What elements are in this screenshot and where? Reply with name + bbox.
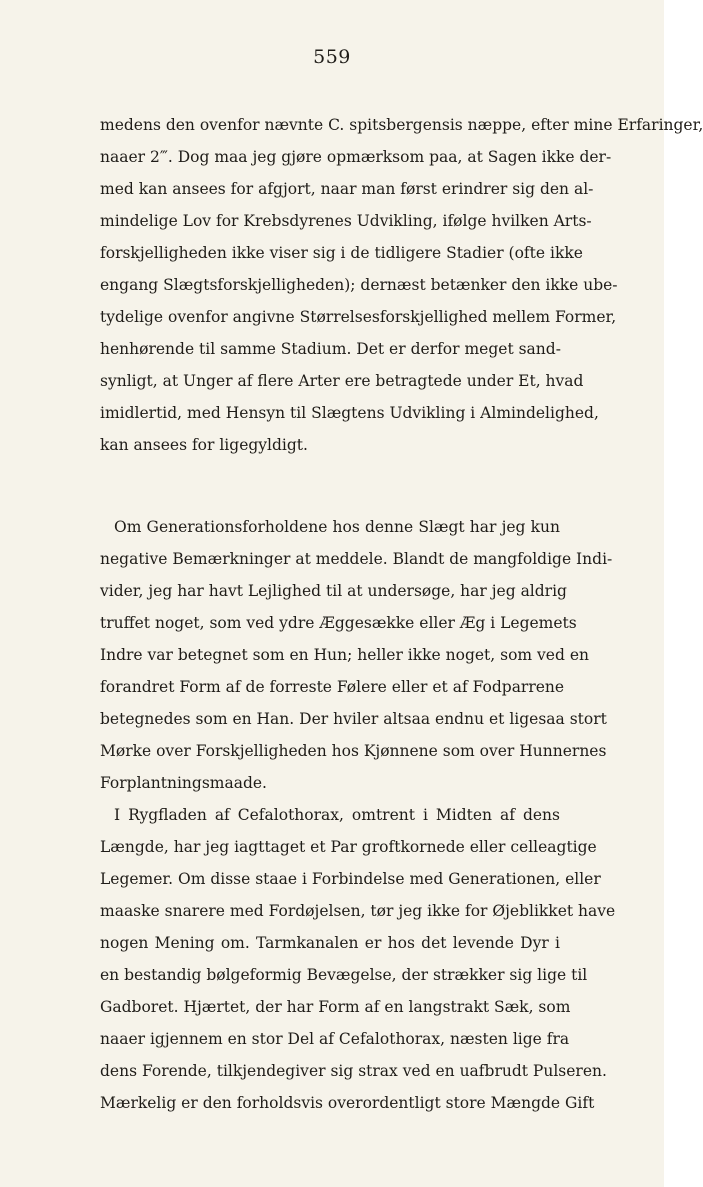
text-line: vider, jeg har havt Lejlighed til at undersøge, har jeg aldrig [100, 582, 567, 600]
text-line: Indre var betegnet som en Hun; heller ikke noget, som ved en [100, 646, 589, 664]
text-line: I Rygfladen af Cefalothorax, omtrent i Midten af dens [114, 806, 560, 824]
page-number: 559 [313, 46, 351, 68]
text-line: Mørke over Forskjelligheden hos Kjønnene som over Hunnernes [100, 742, 607, 760]
text-line: forandret Form af de forreste Følere eller et af Fodparrene [100, 678, 565, 696]
text-line: naaer igjennem en stor Del af Cefalothorax, næsten lige fra [100, 1030, 570, 1048]
text-line: nogen Mening om. Tarmkanalen er hos det levende Dyr i [100, 934, 560, 952]
text-line: forskjelligheden ikke viser sig i de tidligere Stadier (ofte ikke [100, 244, 583, 262]
text-line: Om Generationsforholdene hos denne Slægt har jeg kun [114, 518, 560, 536]
text-line: en bestandig bølgeformig Bevægelse, der strækker sig lige til [100, 966, 588, 984]
text-line: betegnedes som en Han. Der hviler altsaa endnu et ligesaa stort [100, 710, 607, 728]
text-line: med kan ansees for afgjort, naar man først erindrer sig den al- [100, 180, 594, 198]
text-line: Mærkelig er den forholdsvis overordentligt store Mængde Gift [100, 1094, 595, 1112]
text-line: Længde, har jeg iagttaget et Par groftkornede eller celleagtige [100, 838, 597, 856]
text-line: mindelige Lov for Krebsdyrenes Udvikling, ifølge hvilken Arts- [100, 212, 592, 230]
text-line: dens Forende, tilkjendegiver sig strax ved en uafbrudt Pulseren. [100, 1062, 607, 1080]
text-line: tydelige ovenfor angivne Størrelsesforskjellighed mellem Former, [100, 308, 617, 326]
text-line: maaske snarere med Fordøjelsen, tør jeg ikke for Øjeblikket have [100, 902, 616, 920]
text-line: medens den ovenfor nævnte C. spitsbergensis næppe, efter mine Erfaringer, [100, 116, 703, 134]
text-line: negative Bemærkninger at meddele. Blandt de mangfoldige Indi- [100, 550, 613, 568]
text-line: imidlertid, med Hensyn til Slægtens Udvikling i Almindelighed, [100, 404, 599, 422]
text-line: Legemer. Om disse staae i Forbindelse med Generationen, eller [100, 870, 601, 888]
text-line: engang Slægtsforskjelligheden); dernæst betænker den ikke ube- [100, 276, 618, 294]
text-line: kan ansees for ligegyldigt. [100, 436, 308, 454]
text-line: Forplantningsmaade. [100, 774, 267, 792]
text-line: Gadboret. Hjærtet, der har Form af en langstrakt Sæk, som [100, 998, 571, 1016]
text-line: truffet noget, som ved ydre Æggesække eller Æg i Legemets [100, 614, 577, 632]
text-line: henhørende til samme Stadium. Det er derfor meget sand- [100, 340, 561, 358]
text-line: synligt, at Unger af flere Arter ere betragtede under Et, hvad [100, 372, 584, 390]
text-line: naaer 2‴. Dog maa jeg gjøre opmærksom paa, at Sagen ikke der- [100, 148, 612, 166]
